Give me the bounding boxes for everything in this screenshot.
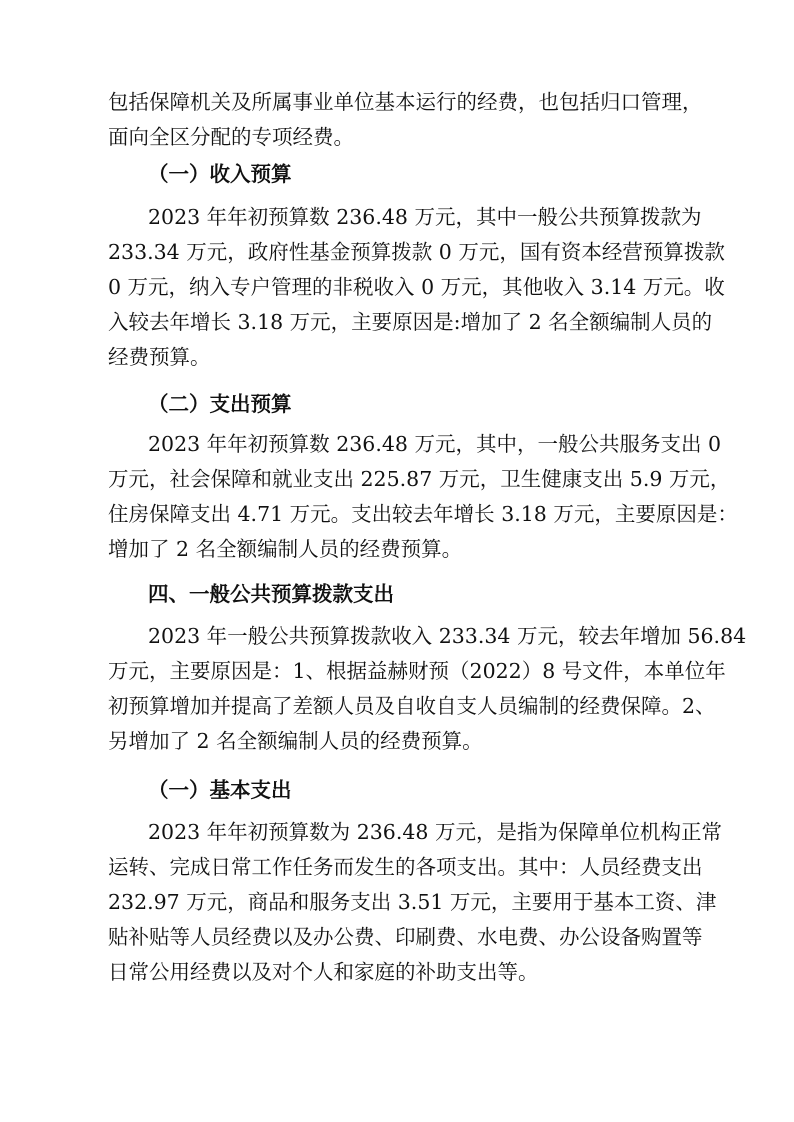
expenditure-line-3: 住房保障支出 4.71 万元。支出较去年增长 3.18 万元，主要原因是： [108,502,738,526]
section4-line-3: 初预算增加并提高了差额人员及自收自支人员编制的经费保障。2、 [108,694,716,718]
basic-heading: （一）基本支出 [148,778,292,802]
expenditure-line-1: 2023 年年初预算数 236.48 万元，其中，一般公共服务支出 0 [148,432,722,456]
basic-line-1: 2023 年年初预算数为 236.48 万元，是指为保障单位机构正常 [148,820,722,844]
income-line-3: 0 万元，纳入专户管理的非税收入 0 万元，其他收入 3.14 万元。收 [108,275,725,299]
basic-line-5: 日常公用经费以及对个人和家庭的补助支出等。 [108,960,539,984]
expenditure-line-4: 增加了 2 名全额编制人员的经费预算。 [108,537,463,561]
income-line-1: 2023 年年初预算数 236.48 万元，其中一般公共预算拨款为 [148,205,702,229]
basic-line-3: 232.97 万元，商品和服务支出 3.51 万元，主要用于基本工资、津 [108,890,717,914]
section4-line-4: 另增加了 2 名全额编制人员的经费预算。 [108,729,483,753]
basic-line-4: 贴补贴等人员经费以及办公费、印刷费、水电费、办公设备购置等 [108,925,703,949]
intro-line-2: 面向全区分配的专项经费。 [108,125,354,149]
income-line-4: 入较去年增长 3.18 万元，主要原因是:增加了 2 名全额编制人员的 [108,310,713,334]
intro-line-1: 包括保障机关及所属事业单位基本运行的经费，也包括归口管理， [108,90,703,114]
section4-heading: 四、一般公共预算拨款支出 [148,582,394,606]
expenditure-line-2: 万元，社会保障和就业支出 225.87 万元，卫生健康支出 5.9 万元， [108,467,731,491]
income-heading: （一）收入预算 [148,162,292,186]
section4-line-1: 2023 年一般公共预算拨款收入 233.34 万元，较去年增加 56.84 [148,624,747,648]
income-line-5: 经费预算。 [108,345,211,369]
basic-line-2: 运转、完成日常工作任务而发生的各项支出。其中：人员经费支出 [108,855,703,879]
expenditure-heading: （二）支出预算 [148,392,292,416]
income-line-2: 233.34 万元，政府性基金预算拨款 0 万元，国有资本经营预算拨款 [108,240,725,264]
section4-line-2: 万元，主要原因是：1、根据益赫财预（2022）8 号文件，本单位年 [108,659,726,683]
